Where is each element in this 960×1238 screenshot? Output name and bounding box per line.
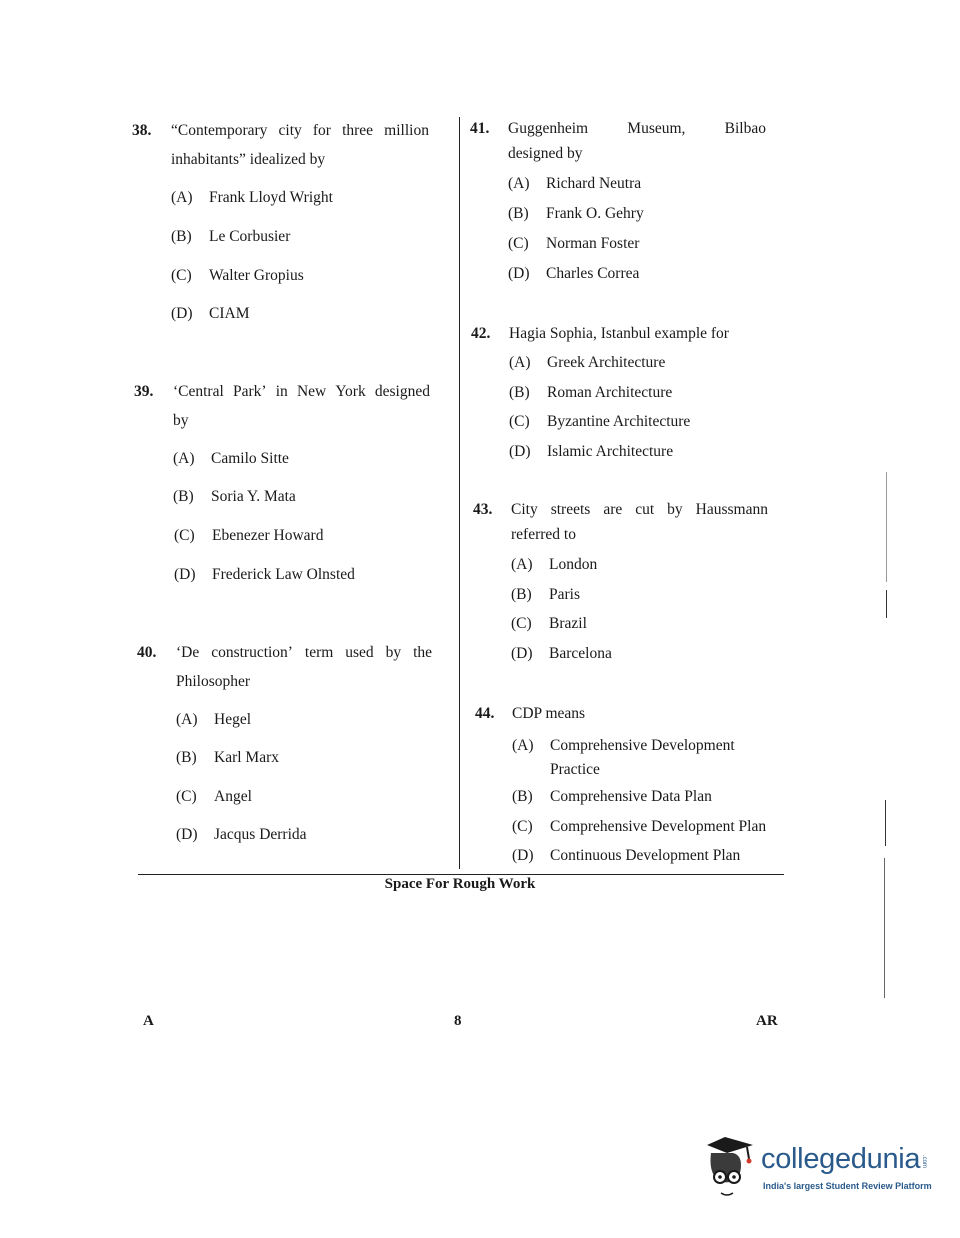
option-42-d[interactable]: [509, 443, 673, 461]
option-letter: (C): [176, 788, 197, 805]
option-38-d[interactable]: [171, 305, 249, 323]
rough-work-rule: [138, 874, 784, 875]
question-stem: [512, 699, 770, 728]
stem-word: city: [278, 122, 302, 139]
option-43-b[interactable]: [511, 586, 580, 604]
stem-word: used: [345, 644, 374, 661]
option-text: Richard Neutra: [546, 175, 642, 192]
mascot-icon: [703, 1133, 761, 1203]
stem-line-justified: [173, 377, 430, 406]
stem-word: by: [385, 644, 402, 661]
question-stem: [509, 319, 771, 348]
option-41-a[interactable]: [508, 175, 641, 193]
option-39-d[interactable]: [174, 566, 355, 584]
option-43-d[interactable]: [511, 645, 612, 663]
option-text: Angel: [214, 788, 252, 805]
option-40-a[interactable]: [176, 711, 251, 729]
option-43-a[interactable]: [511, 556, 597, 574]
option-letter: (B): [509, 384, 530, 401]
stem-word: the: [413, 644, 432, 661]
stem-word: are: [603, 501, 623, 518]
option-letter: (A): [176, 711, 198, 728]
option-44-d[interactable]: [512, 847, 740, 865]
stem-line-justified: [176, 638, 432, 667]
option-text: Frank Lloyd Wright: [209, 189, 333, 206]
option-text: Byzantine Architecture: [547, 413, 691, 430]
logo-suffix: .com: [921, 1155, 927, 1169]
option-text: Le Corbusier: [209, 228, 291, 245]
option-40-b[interactable]: [176, 749, 279, 767]
option-text: Soria Y. Mata: [211, 488, 296, 505]
option-41-d[interactable]: [508, 265, 639, 283]
option-42-b[interactable]: [509, 384, 672, 402]
question-number: 40.: [137, 644, 157, 661]
stem-word: by: [667, 501, 683, 518]
option-text: Camilo Sitte: [211, 450, 289, 467]
option-38-a[interactable]: [171, 189, 333, 207]
option-text-continued: Practice: [550, 761, 600, 778]
option-letter: (A): [509, 354, 531, 371]
option-letter: (B): [173, 488, 194, 505]
option-text: Islamic Architecture: [547, 443, 674, 460]
stem-line: by: [173, 412, 189, 429]
stem-word: million: [384, 122, 429, 139]
stem-line-justified: [171, 116, 429, 145]
option-letter: (B): [176, 749, 197, 766]
option-text: Ebenezer Howard: [212, 527, 324, 544]
option-41-c[interactable]: [508, 235, 639, 253]
option-text: Barcelona: [549, 645, 612, 662]
stem-line: Philosopher: [176, 673, 251, 690]
option-letter: (D): [508, 265, 530, 282]
option-text: Hegel: [214, 711, 252, 728]
stem-word: three: [342, 122, 374, 139]
footer-right: AR: [756, 1013, 778, 1029]
option-letter: (D): [509, 443, 531, 460]
option-letter: (A): [508, 175, 530, 192]
option-44-b[interactable]: [512, 788, 712, 806]
stem-line: referred to: [511, 526, 576, 543]
option-text: Comprehensive Data Plan: [550, 788, 712, 805]
scan-edge-mark: [884, 858, 885, 998]
option-letter: (D): [511, 645, 533, 662]
option-letter: (C): [508, 235, 529, 252]
option-text: Frank O. Gehry: [546, 205, 644, 222]
option-39-a[interactable]: [173, 450, 289, 468]
option-letter: (D): [512, 847, 534, 864]
stem-word: Bilbao: [724, 120, 766, 137]
stem-line-justified: [511, 497, 768, 522]
stem-word: York: [335, 383, 366, 400]
scan-edge-mark: [886, 590, 887, 618]
question-number: 39.: [134, 383, 154, 400]
option-text: London: [549, 556, 598, 573]
option-42-a[interactable]: [509, 354, 665, 372]
option-text: Greek Architecture: [547, 354, 666, 371]
stem-word: designed: [374, 383, 430, 400]
option-40-d[interactable]: [176, 826, 307, 844]
stem-line-justified: [508, 116, 766, 141]
option-text: Walter Gropius: [209, 267, 304, 284]
option-letter: (A): [171, 189, 193, 206]
stem-line: designed by: [508, 145, 583, 162]
stem-line: inhabitants” idealized by: [171, 151, 326, 168]
stem-word: for: [312, 122, 331, 139]
question-number: 44.: [475, 705, 495, 722]
logo-tagline: India's largest Student Review Platform: [763, 1181, 932, 1191]
logo-wordmark: collegedunia: [761, 1143, 921, 1175]
scan-edge-mark: [886, 472, 887, 582]
question-number: 43.: [473, 501, 493, 518]
scan-edge-mark: [885, 800, 886, 846]
stem-line: Hagia Sophia, Istanbul example for: [509, 325, 729, 342]
option-letter: (B): [512, 788, 533, 805]
question-stem: [176, 638, 432, 696]
option-letter: (C): [512, 818, 533, 835]
stem-word: City: [511, 501, 538, 518]
option-letter: (C): [509, 413, 530, 430]
option-text: CIAM: [209, 305, 250, 322]
stem-word: ‘De: [176, 644, 200, 661]
option-38-b[interactable]: [171, 228, 290, 246]
question-number: 41.: [470, 120, 490, 137]
rough-work-label: Space For Rough Work: [384, 876, 536, 892]
option-text: Karl Marx: [214, 749, 279, 766]
option-text: Roman Architecture: [547, 384, 673, 401]
option-text: Norman Foster: [546, 235, 640, 252]
option-text: Brazil: [549, 615, 587, 632]
question-number: 42.: [471, 325, 491, 342]
option-text: Comprehensive Development Plan: [550, 818, 767, 835]
option-letter: (C): [171, 267, 192, 284]
option-43-c[interactable]: [511, 615, 587, 633]
option-41-b[interactable]: [508, 205, 644, 223]
option-letter: (B): [171, 228, 192, 245]
option-letter: (C): [174, 527, 195, 544]
option-letter: (D): [174, 566, 196, 583]
stem-word: construction’: [211, 644, 293, 661]
option-letter: (A): [511, 556, 533, 573]
question-stem: [511, 497, 768, 547]
question-number: 38.: [132, 122, 152, 139]
stem-word: Park’: [232, 383, 267, 400]
stem-word: Guggenheim: [508, 120, 589, 137]
option-letter: (C): [511, 615, 532, 632]
footer-left: A: [143, 1013, 154, 1029]
option-text: Continuous Development Plan: [550, 847, 741, 864]
option-39-b[interactable]: [173, 488, 296, 506]
option-letter: (A): [512, 737, 534, 754]
stem-word: streets: [550, 501, 591, 518]
question-stem: [508, 116, 766, 166]
option-44-a[interactable]: [512, 734, 735, 782]
stem-word: ‘Central: [173, 383, 224, 400]
stem-word: Museum,: [627, 120, 686, 137]
column-divider: [459, 117, 460, 869]
question-stem: [173, 377, 430, 435]
option-letter: (D): [176, 826, 198, 843]
option-text: Jacqus Derrida: [214, 826, 307, 843]
option-44-c[interactable]: [512, 818, 766, 836]
stem-word: term: [304, 644, 334, 661]
option-letter: (A): [173, 450, 195, 467]
option-letter: (B): [511, 586, 532, 603]
option-42-c[interactable]: [509, 413, 690, 431]
question-stem: [171, 116, 429, 174]
page-number: 8: [454, 1013, 462, 1029]
stem-word: New: [296, 383, 327, 400]
option-39-c[interactable]: [174, 527, 323, 545]
stem-word: “Contemporary: [171, 122, 268, 139]
stem-word: Haussmann: [695, 501, 768, 518]
stem-line: CDP means: [512, 705, 586, 722]
collegedunia-logo: [703, 1133, 933, 1203]
option-40-c[interactable]: [176, 788, 252, 806]
option-text: Paris: [549, 586, 580, 603]
stem-word: cut: [635, 501, 655, 518]
option-text: Comprehensive Development: [550, 737, 735, 754]
option-letter: (B): [508, 205, 529, 222]
option-text: Charles Correa: [546, 265, 640, 282]
stem-word: in: [275, 383, 288, 400]
option-38-c[interactable]: [171, 267, 304, 285]
option-text: Frederick Law Olnsted: [212, 566, 355, 583]
option-letter: (D): [171, 305, 193, 322]
